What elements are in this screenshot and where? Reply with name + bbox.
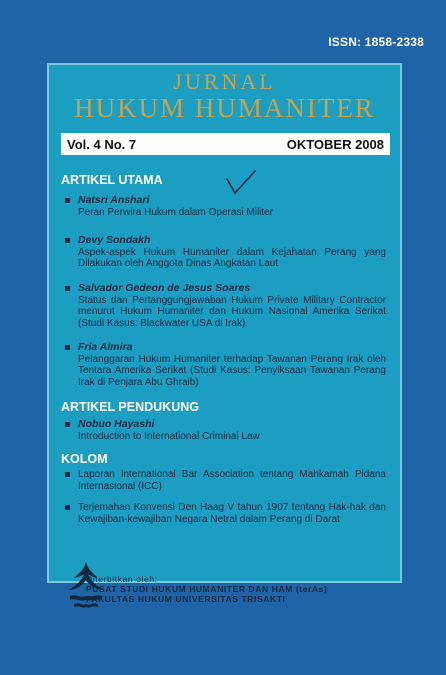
- handwritten-check-icon: [225, 169, 265, 197]
- article-item: [65, 342, 386, 388]
- publisher-label: Diterbitkan oleh:: [86, 574, 158, 584]
- article-author: Natsri Anshari: [78, 194, 150, 206]
- bullet-icon: [65, 345, 70, 350]
- cover-panel: [47, 63, 402, 583]
- bullet-icon: [65, 472, 70, 477]
- article-item: [65, 283, 386, 329]
- issue-bar: [61, 133, 390, 155]
- kolom-item: [65, 502, 386, 525]
- issn-label: ISSN: 1858-2338: [328, 35, 424, 49]
- article-title: Aspek-aspek Hukum Humaniter dalam Kejahatan Perang yang Dilakukan oleh Anggota Dinas Angkatan Laut: [78, 246, 386, 269]
- kolom-text: Terjemahan Konvensi Den Haag V tahun 1907 tentang Hak-hak dan Kewajiban-kewajiban Negara Netral dalam Perang di Darat: [78, 502, 386, 525]
- section-artikel-pendukung: ARTIKEL PENDUKUNG: [61, 400, 199, 414]
- bullet-icon: [65, 286, 70, 291]
- publisher-block: [86, 574, 327, 604]
- article-item: [65, 195, 386, 218]
- article-item: [65, 235, 386, 270]
- article-title: Peran Perwira Hukum dalam Operasi Militer: [78, 206, 274, 218]
- kolom-text: Laporan International Bar Association tentang Mahkamah Pidana Internasional (ICC): [78, 469, 386, 492]
- section-kolom: KOLOM: [61, 452, 108, 466]
- article-author: Fria Almira: [78, 341, 133, 353]
- article-author: Salvador Gedeon de Jesus Soares: [78, 282, 251, 294]
- bullet-icon: [65, 238, 70, 243]
- journal-title: [49, 71, 400, 123]
- kolom-item: [65, 469, 386, 492]
- article-author: Devy Sondakh: [78, 234, 151, 246]
- volume-label: Vol. 4 No. 7: [67, 136, 137, 152]
- article-title: Pelanggaran Hukum Humaniter terhadap Tawanan Perang Irak oleh Tentara Amerika Serikat (Studi Kasus: Penyiksaan Tawanan Perang Irak di Penjara Abu Ghraib): [78, 353, 386, 388]
- bullet-icon: [65, 422, 70, 427]
- issue-date: OKTOBER 2008: [286, 136, 384, 152]
- publisher-line-1: PUSAT STUDI HUKUM HUMANITER DAN HAM (terAs): [86, 584, 328, 594]
- section-artikel-utama: ARTIKEL UTAMA: [61, 173, 163, 187]
- title-line-2: HUKUM HUMANITER: [74, 93, 375, 123]
- article-title: Introduction to International Criminal Law: [78, 430, 260, 442]
- article-title: Status dan Pertanggungjawaban Hukum Private Military Contractor menurut Hukum Humaniter dan Hukum Nasional Amerika Serikat (Studi Kasus: Blackwater USA di Irak): [78, 294, 386, 329]
- article-author: Nobuo Hayashi: [78, 418, 155, 430]
- bullet-icon: [65, 505, 70, 510]
- title-line-1: JURNAL: [173, 69, 276, 94]
- bullet-icon: [65, 198, 70, 203]
- article-item: [65, 419, 386, 442]
- publisher-line-2: FAKULTAS HUKUM UNIVERSITAS TRISAKTI: [86, 594, 286, 604]
